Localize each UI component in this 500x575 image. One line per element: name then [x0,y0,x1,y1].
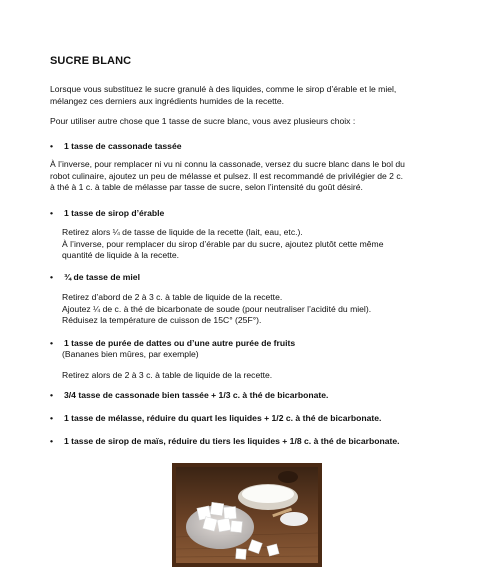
list-item-body [62,370,457,382]
list-item-title: 1 tasse de mélasse, réduire du quart les liquides + 1/2 c. à thé de bicarbonate. [64,413,382,423]
body-line: À l’inverse, pour remplacer ni vu ni connu la cassonade, versez du sucre blanc dans le bol du [50,159,405,169]
page-title: SUCRE BLANC [50,55,132,67]
list-item-body [50,159,457,194]
body-line: Retirez alors ¼ de tasse de liquide de la recette (lait, eau, etc.). [62,227,303,237]
list-item-title: 1 tasse de cassonade tassée [64,141,182,151]
list-item-title: ¾ de tasse de miel [64,272,140,282]
intro-paragraph [50,84,457,107]
list-item-title: 1 tasse de purée de dattes ou d’une autre purée de fruits [64,338,296,348]
body-line: Réduisez la température de cuisson de 15C° (25F°). [62,315,262,325]
list-item-body [62,227,457,262]
list-item-title: 3/4 tasse de cassonade bien tassée + 1/3 c. à thé de bicarbonate. [64,390,329,400]
sugar-photo-frame [172,463,322,567]
list-item-title: 1 tasse de sirop de maïs, réduire du tiers les liquides + 1/8 c. à thé de bicarbonate. [64,436,400,446]
bullet-glyph: • [50,338,54,348]
bullet-glyph: • [50,413,54,423]
list-item-subtitle: (Bananes bien mûres, par exemple) [62,349,199,359]
body-line: Ajoutez ¼ de c. à thé de bicarbonate de soude (pour neutraliser l’acidité du miel). [62,303,372,314]
sugar-photo [176,467,318,563]
body-line: Retirez d’abord de 2 à 3 c. à table de liquide de la recette. [62,292,283,302]
list-item-body [62,292,457,327]
lead-paragraph: Pour utiliser autre chose que 1 tasse de sucre blanc, vous avez plusieurs choix : [50,116,356,126]
body-line: robot culinaire, ajoutez un peu de mélasse et pulsez. Il est recommandé de privilégier de 2 c. [50,170,404,181]
body-line: Retirez alors de 2 à 3 c. à table de liquide de la recette. [62,370,273,380]
body-line: À l’inverse, pour remplacer du sirop d’érable par du sucre, ajoutez plutôt cette même [62,238,384,249]
list-item-title: 1 tasse de sirop d’érable [64,208,165,218]
bullet-glyph: • [50,390,54,400]
bullet-glyph: • [50,272,54,282]
intro-line: mélangez ces derniers aux ingrédients humides de la recette. [50,95,285,106]
bullet-glyph: • [50,208,54,218]
body-line: quantité de liquide à la recette. [62,250,180,260]
bullet-glyph: • [50,436,54,446]
body-line: à thé à 1 c. à table de mélasse par tasse de sucre, selon l’intensité du goût désiré. [50,182,363,192]
intro-line: Lorsque vous substituez le sucre granulé à des liquides, comme le sirop d’érable et le miel, [50,84,397,94]
bullet-glyph: • [50,141,54,151]
